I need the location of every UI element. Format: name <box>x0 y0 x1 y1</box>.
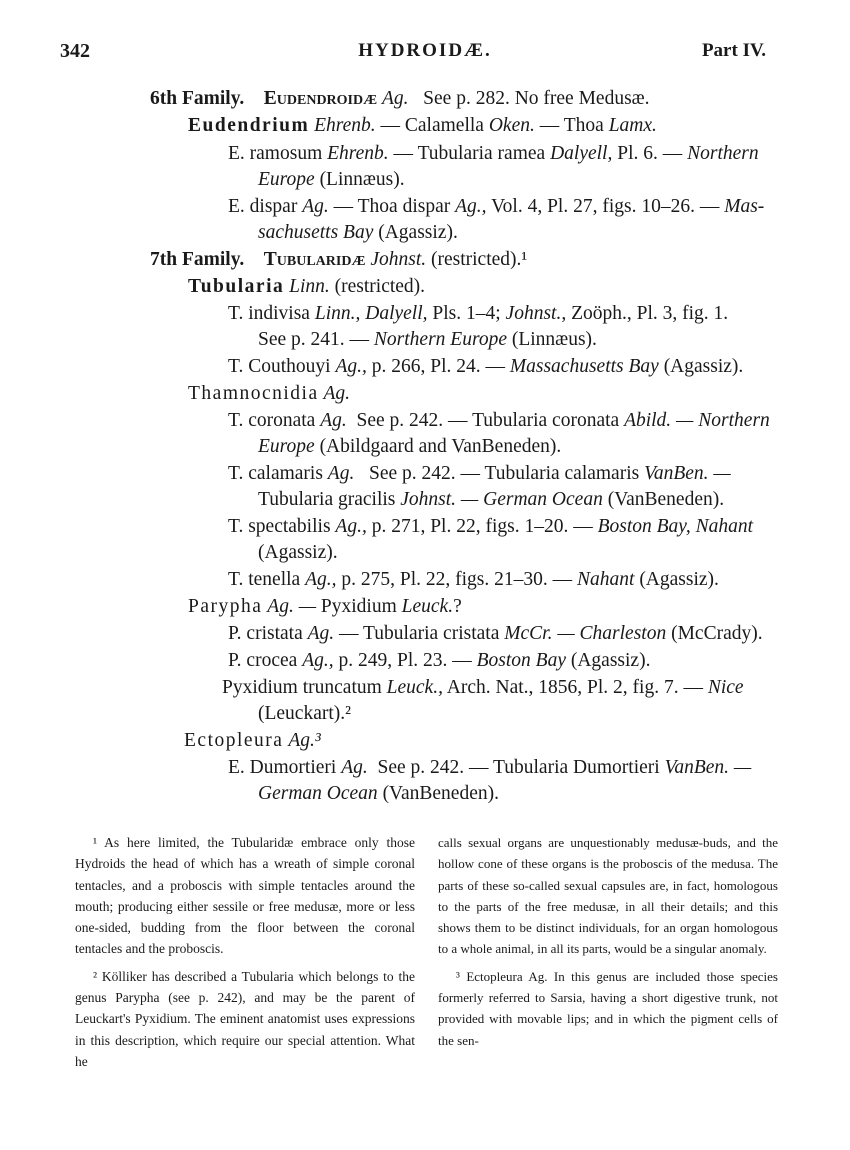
authority: Ag. <box>382 88 409 109</box>
species-entry-cont <box>258 170 405 190</box>
entry-text: p. 249, Pl. 23. — <box>338 650 472 671</box>
species-entry <box>228 758 751 778</box>
entry-text: (Agassiz). <box>663 356 744 377</box>
authority: Ag. <box>302 196 329 217</box>
footnote-2-continued: calls sexual organs are unquestionably medusæ-buds, and the hollow cone of these organs is the proboscis of the medusa. The parts of these so-called sexual capsules are, in fact, homologous to the parts of the free medusæ, in all their details; and this shows them to be distinct individuals, for an organ homologous to a whole animal, in all its parts, would be a singular anomaly. <box>438 835 778 957</box>
family-heading-tubularidae <box>150 250 527 270</box>
species-name: P. cristata <box>228 623 303 644</box>
entry-text: — Calamella <box>380 115 484 136</box>
species-name: E. ramosum <box>228 143 323 164</box>
locality: McCr. — Charleston <box>504 623 667 644</box>
locality: Johnst. — German Ocean <box>400 489 603 510</box>
genus-name: Thamnocnidia <box>188 383 319 404</box>
authority: Leuck. <box>401 596 454 617</box>
authority: VanBen. — <box>664 757 752 778</box>
entry-text: (restricted).¹ <box>431 249 528 270</box>
authority: Ag. — <box>267 596 317 617</box>
authority: Linn. <box>289 276 330 297</box>
entry-text: Tubularia gracilis <box>258 489 396 510</box>
species-entry-cont <box>258 490 724 510</box>
locality: Mas- <box>724 196 765 217</box>
entry-text: (Linnæus). <box>319 169 405 190</box>
entry-text: p. 266, Pl. 24. — <box>371 356 505 377</box>
species-entry <box>228 464 731 484</box>
entry-text: (McCrady). <box>671 623 763 644</box>
authority: Ag. <box>341 757 368 778</box>
locality: Nice <box>707 677 744 698</box>
species-entry <box>228 651 650 671</box>
genus-tubularia <box>188 277 425 297</box>
entry-text: See p. 242. — Tubularia calamaris <box>368 463 640 484</box>
species-entry <box>228 357 743 377</box>
authority: Ag. <box>327 463 355 484</box>
entry-text: (Agassiz). <box>639 569 719 590</box>
entry-text: Zoöph., Pl. 3, fig. 1. <box>571 303 729 324</box>
authority: Ehrenb. <box>314 115 376 136</box>
entry-text: — Thoa <box>539 115 604 136</box>
authority: Ag., <box>302 650 334 671</box>
locality: Europe <box>258 169 315 190</box>
authority: Lamx. <box>608 115 657 136</box>
locality: German Ocean <box>258 783 378 804</box>
genus-name: Eudendrium <box>188 115 310 136</box>
entry-text: Pl. 6. — <box>617 143 683 164</box>
genus-name: Parypha <box>188 596 263 617</box>
authority: Ag., <box>335 356 367 377</box>
authority: Ag. <box>320 410 347 431</box>
entry-text: (Leuckart).² <box>258 703 351 724</box>
entry-text: See p. 241. — <box>258 329 370 350</box>
authority: Oken. <box>488 115 535 136</box>
species-name: P. crocea <box>228 650 298 671</box>
entry-text: See p. 282. No free Medusæ. <box>423 88 650 109</box>
authority: Ag., <box>335 516 367 537</box>
genus-ectopleura <box>184 731 321 751</box>
entry-text: Pyxidium <box>320 596 397 617</box>
species-entry <box>222 678 744 698</box>
authority: Johnst., <box>505 303 567 324</box>
entry-text: (Agassiz). <box>570 650 651 671</box>
footnotes-left-column <box>75 832 415 1078</box>
locality: Nahant <box>577 569 635 590</box>
species-name: E. dispar <box>228 196 298 217</box>
locality: Massachusetts Bay <box>509 356 659 377</box>
entry-text: ? <box>453 596 462 617</box>
entry-text: (VanBeneden). <box>607 489 725 510</box>
footnote-1: ¹ As here limited, the Tubularidæ embrace only those Hydroids the head of which has a wreath of simple coronal tentacles, and a proboscis with simple tentacles around the mouth; producing either sessile or free medusæ, more or less one-sided, budding from the floor between the coronal tentacles and the proboscis. <box>75 835 415 957</box>
entry-text: (Agassiz). <box>378 222 458 243</box>
family-number: 6th Family. <box>150 88 245 109</box>
footnote-2: ² Kölliker has described a Tubularia which belongs to the genus Parypha (see p. 242), and may be the parent of Leuckart's Pyxidium. The eminent anatomist uses expressions in this description, which require our special attention. What he <box>75 968 415 1069</box>
species-entry <box>228 570 719 590</box>
entry-text: See p. 242. — Tubularia Dumortieri <box>377 757 660 778</box>
authority: Linn., Dalyell, <box>314 303 428 324</box>
authority: Ag. <box>323 383 351 404</box>
authority: Leuck., <box>386 677 443 698</box>
locality: Boston Bay <box>476 650 566 671</box>
species-entry <box>228 197 764 217</box>
species-entry <box>228 624 763 644</box>
authority: Ag.³ <box>288 730 321 751</box>
locality: Europe <box>258 436 315 457</box>
entry-text: (Linnæus). <box>511 329 597 350</box>
entry-text: Arch. Nat., 1856, Pl. 2, fig. 7. — <box>446 677 703 698</box>
entry-text: Pls. 1–4; <box>432 303 501 324</box>
species-name: T. Couthouyi <box>228 356 331 377</box>
species-entry <box>228 304 728 324</box>
species-name: T. spectabilis <box>228 516 331 537</box>
species-name: T. indivisa <box>228 303 310 324</box>
genus-eudendrium <box>188 116 657 136</box>
authority: Johnst. <box>370 249 427 270</box>
species-entry-cont <box>258 784 499 804</box>
genus-parypha <box>188 597 462 617</box>
species-name: E. Dumortieri <box>228 757 337 778</box>
family-number: 7th Family. <box>150 249 245 270</box>
authority: Ag., <box>305 569 337 590</box>
species-name: T. coronata <box>228 410 316 431</box>
locality: sachusetts Bay <box>258 222 374 243</box>
running-title: HYDROIDÆ. <box>358 40 492 61</box>
species-entry <box>228 144 759 164</box>
authority: Ehrenb. <box>327 143 389 164</box>
entry-text: (VanBeneden). <box>382 783 499 804</box>
entry-text: — Tubularia ramea <box>393 143 546 164</box>
entry-text: — Tubularia cristata <box>339 623 500 644</box>
entry-text: (restricted). <box>334 276 426 297</box>
part-label: Part IV. <box>701 40 766 61</box>
entry-text: (Agassiz). <box>258 542 338 563</box>
species-entry-cont <box>258 704 351 724</box>
locality: Northern Europe <box>373 329 507 350</box>
species-entry-cont <box>258 223 458 243</box>
locality: Boston Bay, Nahant <box>597 516 754 537</box>
family-name: Tubularidæ <box>263 249 366 270</box>
genus-thamnocnidia <box>188 384 350 404</box>
entry-text: p. 275, Pl. 22, figs. 21–30. — <box>341 569 573 590</box>
entry-text: (Abildgaard and VanBeneden). <box>319 436 562 457</box>
species-name: T. tenella <box>228 569 301 590</box>
authority: Ag. <box>307 623 335 644</box>
locality: Abild. — Northern <box>624 410 770 431</box>
species-entry-cont <box>258 437 561 457</box>
species-entry-cont <box>258 543 338 563</box>
authority: VanBen. — <box>644 463 731 484</box>
genus-name: Ectopleura <box>184 730 284 751</box>
footnote-3: ³ Ectopleura Ag. In this genus are included those species formerly referred to Sarsia, having a short digestive trunk, not provided with movable lips; and in which the pigment cells of the sen- <box>438 968 778 1048</box>
family-name: Eudendroidæ <box>263 88 378 109</box>
authority: Ag., <box>455 196 487 217</box>
authority: Dalyell, <box>550 143 613 164</box>
page-number: 342 <box>60 40 90 62</box>
entry-text: — Thoa dispar <box>333 196 451 217</box>
species-entry-cont <box>258 330 597 350</box>
locality: Northern <box>687 143 759 164</box>
footnotes-right-column <box>438 832 778 1057</box>
entry-text: Vol. 4, Pl. 27, figs. 10–26. — <box>491 196 720 217</box>
entry-text: p. 271, Pl. 22, figs. 1–20. — <box>371 516 593 537</box>
family-heading-eudendroidae <box>150 89 650 109</box>
species-entry <box>228 411 770 431</box>
species-entry <box>228 517 753 537</box>
genus-name: Tubularia <box>188 276 285 297</box>
species-name: T. calamaris <box>228 463 323 484</box>
entry-text: See p. 242. — Tubularia coronata <box>356 410 620 431</box>
species-name: Pyxidium truncatum <box>222 677 382 698</box>
